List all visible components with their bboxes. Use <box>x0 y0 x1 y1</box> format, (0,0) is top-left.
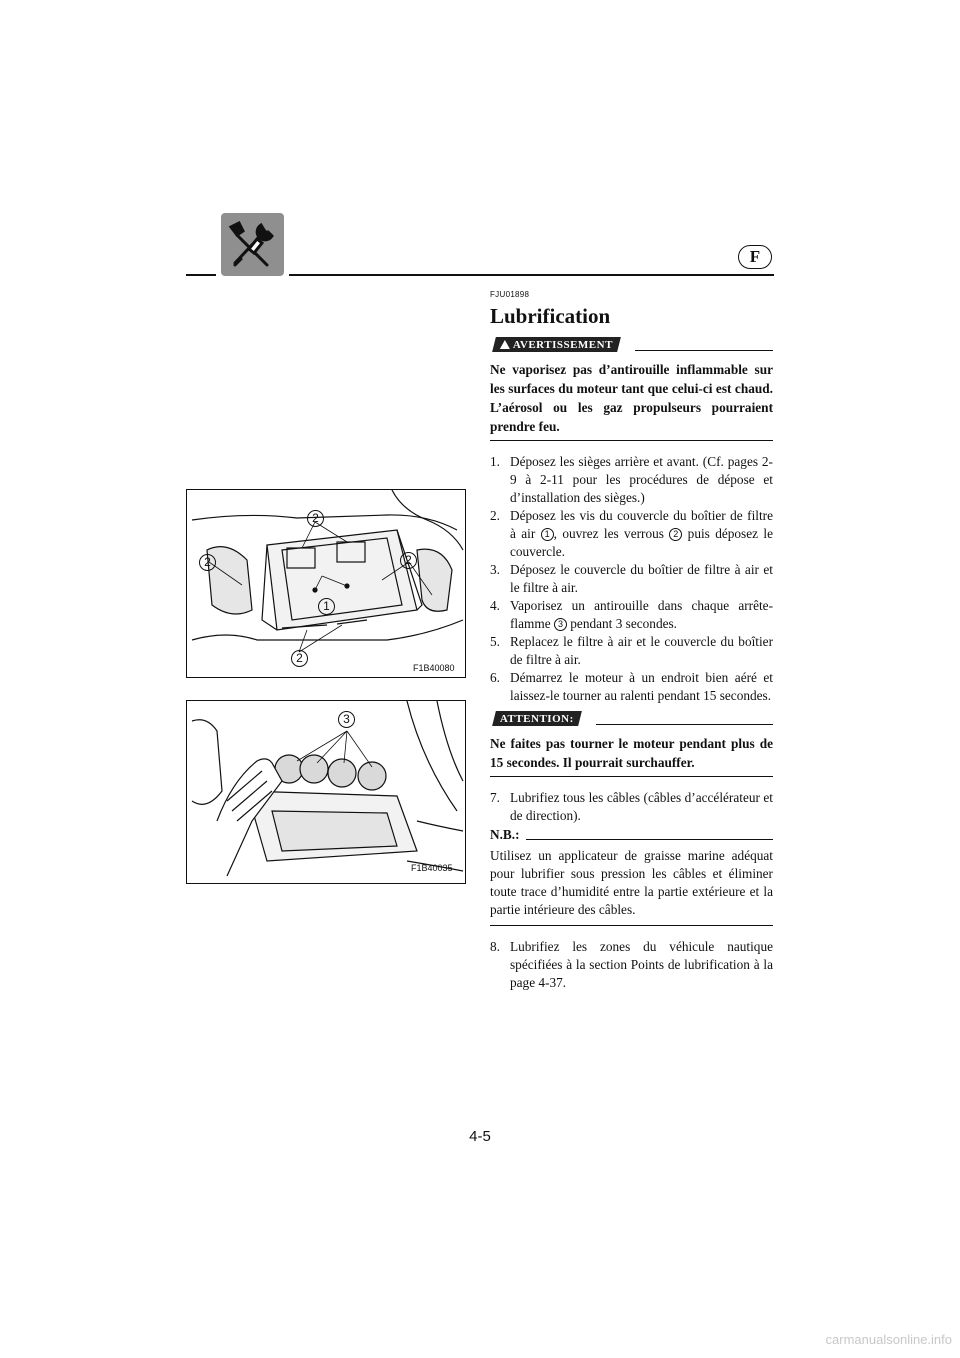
list-item: 4. Vaporisez un antirouille dans chaque arrête-flamme 3 pendant 3 secondes. <box>490 598 773 631</box>
list-item: 1. Déposez les sièges arrière et avant. (Cf. pages 2-9 à 2-11 pour les procédures de dépose et d’installation des sièges.) <box>490 454 773 505</box>
callout-1: 1 <box>318 598 335 616</box>
warning-text: Ne vaporisez pas d’antirouille inflammable sur les surfaces du moteur tant que celui-ci est chaud. L’aérosol ou les gaz propulseurs pourraient prendre feu. <box>490 362 773 434</box>
caution-label: ATTENTION: <box>492 711 582 726</box>
caution-header <box>490 711 773 726</box>
callout-2-right: 2 <box>400 552 417 570</box>
note-text: Utilisez un applicateur de graisse marine adéquat pour lubrifier sous pression les câbles et éliminer toute trace d’humidité entre la partie extérieure et la partie intérieure des câbles. <box>490 848 773 917</box>
note-label: N.B.: <box>490 827 520 842</box>
caution-end-rule <box>490 776 773 777</box>
warning-label: AVERTISSEMENT <box>492 337 621 352</box>
section-title: Lubrification <box>490 304 611 328</box>
ref-callout: 1 <box>541 528 554 541</box>
warning-header <box>490 337 773 352</box>
list-item: 8. Lubrifiez les zones du véhicule nautique spécifiées à la section Points de lubrification à la page 4-37. <box>490 939 773 990</box>
tools-icon <box>221 213 284 276</box>
figure-air-filter-box <box>186 489 466 678</box>
page-number: 4-5 <box>469 1128 491 1145</box>
callout-2-top: 2 <box>307 510 324 528</box>
warning-rule <box>635 350 773 351</box>
list-item: 7. Lubrifiez tous les câbles (câbles d’accélérateur et de direction). <box>490 790 773 823</box>
list-item: 3. Déposez le couvercle du boîtier de filtre à air et le filtre à air. <box>490 562 773 595</box>
section-tools-icon <box>221 213 284 276</box>
figure-flame-arresters <box>186 700 466 884</box>
header-rule-right <box>289 274 774 276</box>
note-rule <box>526 839 773 840</box>
ref-callout: 3 <box>554 618 567 631</box>
caution-rule <box>596 724 773 725</box>
note-header <box>490 827 773 843</box>
header-rule-left <box>186 274 216 276</box>
air-filter-box-illustration <box>187 490 464 676</box>
note-end-rule <box>490 925 773 926</box>
section-code: FJU01898 <box>490 290 530 299</box>
warning-end-rule <box>490 440 773 441</box>
caution-text: Ne faites pas tourner le moteur pendant plus de 15 secondes. Il pourrait surchauffer. <box>490 736 773 770</box>
figure-code: F1B40035 <box>411 863 453 873</box>
list-item: 5. Replacez le filtre à air et le couvercle du boîtier de filtre à air. <box>490 634 773 667</box>
warning-triangle-icon <box>500 340 510 349</box>
watermark: carmanualsonline.info <box>825 1332 952 1347</box>
steps-list <box>490 453 773 705</box>
callout-2-left: 2 <box>199 554 216 572</box>
steps-list-7 <box>490 789 773 825</box>
callout-2-bottom: 2 <box>291 650 308 668</box>
list-item: 6. Démarrez le moteur à un endroit bien aéré et laissez-le tourner au ralenti pendant 15 secondes. <box>490 670 773 703</box>
figure-code: F1B40080 <box>413 663 455 673</box>
ref-callout: 2 <box>669 528 682 541</box>
flame-arresters-illustration <box>187 701 464 882</box>
list-item: 2. Déposez les vis du couvercle du boîtier de filtre à air 1 , ouvrez les verrous 2 puis déposez le couvercle. <box>490 508 774 559</box>
steps-list-8 <box>490 938 773 992</box>
callout-3: 3 <box>338 711 355 729</box>
text-column <box>490 288 773 992</box>
language-badge: F <box>738 245 772 269</box>
